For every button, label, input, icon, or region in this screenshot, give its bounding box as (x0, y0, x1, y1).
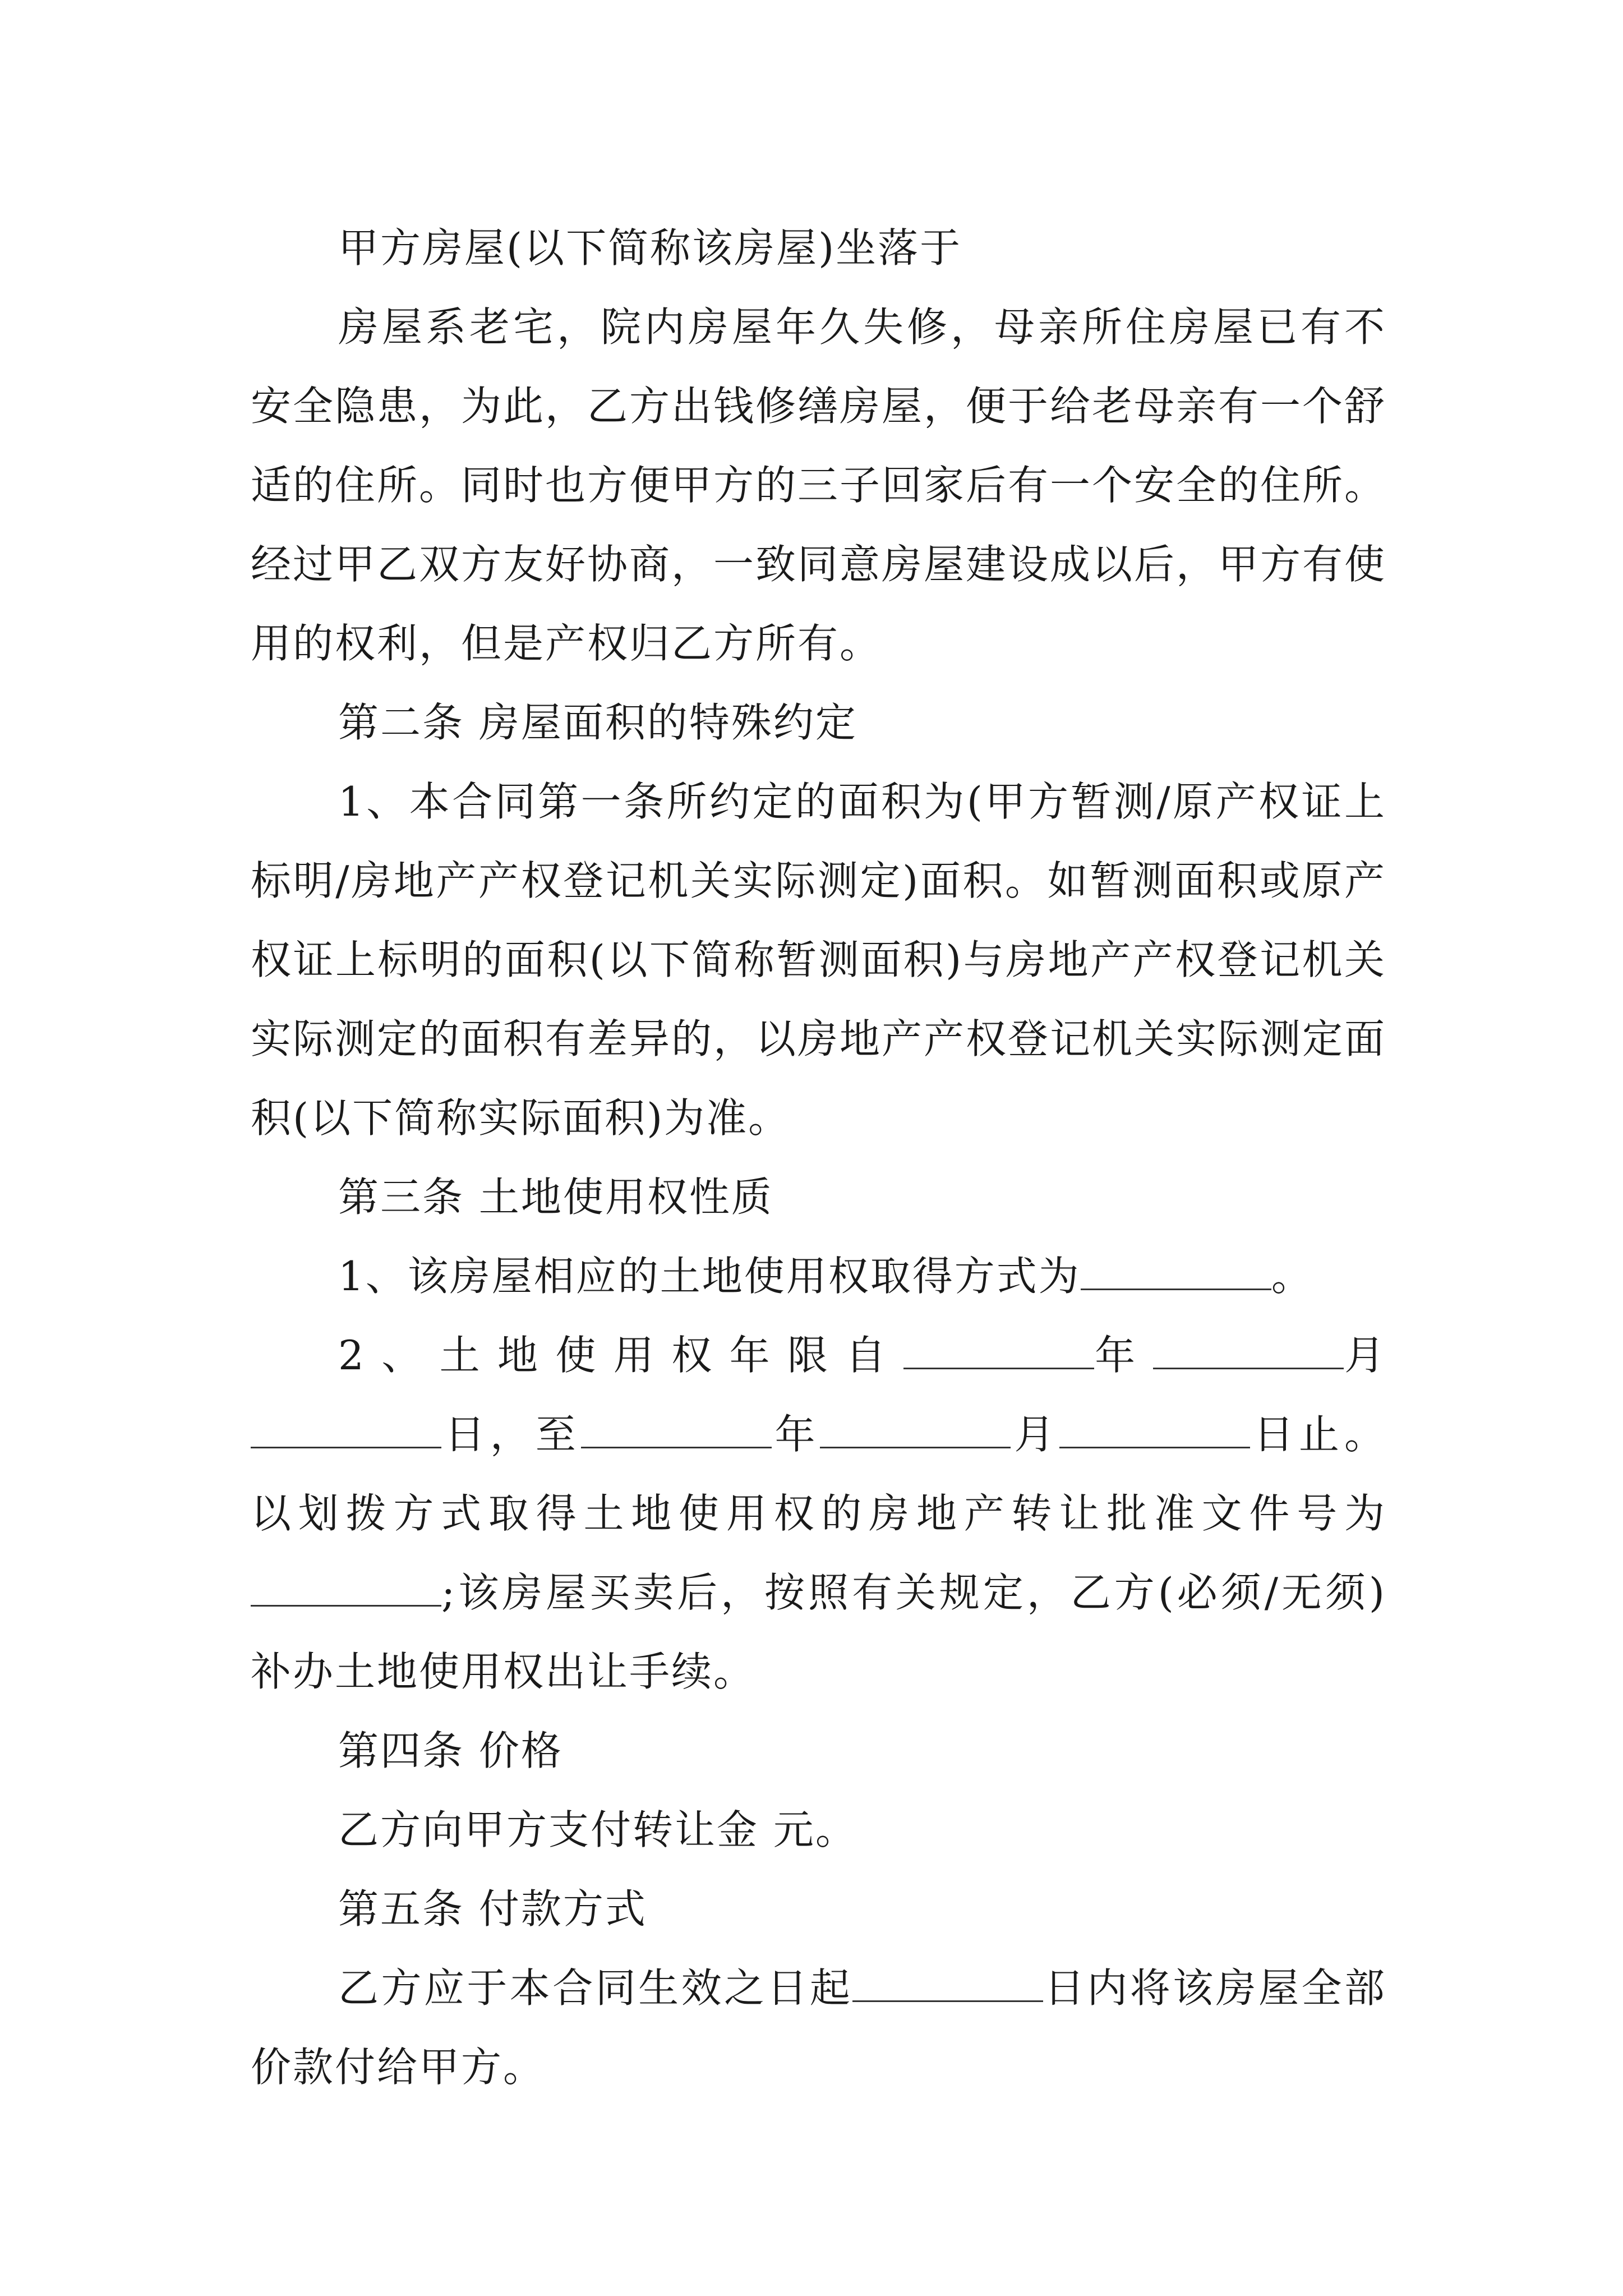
article-3-heading (251, 1158, 1386, 1237)
paragraph-background (251, 288, 1386, 683)
day-to-label: 日，至 (441, 1411, 581, 1458)
paragraph-payment (251, 1949, 1386, 2107)
paragraph-background-text: 房屋系老宅，院内房屋年久失修，母亲所住房屋已有不安全隐患，为此，乙方出钱修缮房屋，便于给老母亲有一个舒适的住所。同时也方便甲方的三子回家后有一个安全的住所。经过甲乙双方友好协商，一致同意房屋建设成以后，甲方有使用的权利，但是产权归乙方所有。 (251, 303, 1387, 667)
payment-days-blank[interactable] (852, 1966, 1043, 2002)
end-month-blank[interactable] (820, 1412, 1011, 1448)
article-2-heading (251, 683, 1386, 762)
paragraph-land-acquisition (251, 1237, 1386, 1316)
land-acquisition-end: 。 (1271, 1253, 1313, 1300)
start-year-blank[interactable] (903, 1333, 1094, 1369)
payment-end-text: 日内将该房屋全部价款付给甲方。 (251, 1964, 1386, 2091)
land-term-approval-text: 日止。以划拨方式取得土地使用权的房地产转让批准文件号为 (251, 1411, 1386, 1537)
land-acquisition-text: 1、该房屋相应的土地使用权取得方式为 (338, 1253, 1081, 1300)
paragraph-location (251, 209, 1386, 288)
year-label: 年 (1094, 1332, 1153, 1379)
land-term-start-text: 2、土地使用权年限自 (338, 1332, 903, 1379)
paragraph-location-text: 甲方房屋(以下简称该房屋)坐落于 (338, 224, 962, 272)
article-4-heading (251, 1711, 1386, 1791)
end-day-blank[interactable] (1059, 1412, 1250, 1448)
paragraph-price-text: 乙方向甲方支付转让金 元。 (338, 1806, 857, 1853)
article-2-heading-text: 第二条 房屋面积的特殊约定 (338, 699, 857, 746)
article-3-heading-text: 第三条 土地使用权性质 (338, 1174, 773, 1221)
end-month-label: 月 (1011, 1411, 1060, 1458)
paragraph-area-clause (251, 762, 1386, 1158)
article-5-heading (251, 1870, 1386, 1949)
document-body (251, 209, 1386, 2107)
article-4-heading-text: 第四条 价格 (338, 1727, 563, 1774)
approval-number-blank[interactable] (251, 1570, 441, 1607)
paragraph-area-clause-text: 1、本合同第一条所约定的面积为(甲方暂测/原产权证上标明/房地产产权登记机关实际测定)面积。如暂测面积或原产权证上标明的面积(以下简称暂测面积)与房地产产权登记机关实际测定的面积有差异的，以房地产产权登记机关实际测定面积(以下简称实际面积)为准。 (251, 778, 1387, 1142)
month-label: 月 (1343, 1332, 1386, 1379)
payment-start-text: 乙方应于本合同生效之日起 (338, 1964, 853, 2012)
end-year-blank[interactable] (581, 1412, 772, 1448)
end-year-label: 年 (771, 1411, 820, 1458)
start-month-blank[interactable] (1153, 1333, 1344, 1369)
paragraph-land-term (251, 1316, 1386, 1711)
start-day-blank[interactable] (251, 1412, 441, 1448)
paragraph-price (251, 1791, 1386, 1870)
acquisition-method-blank[interactable] (1081, 1254, 1271, 1290)
land-term-procedure-text: ;该房屋买卖后，按照有关规定，乙方(必须/无须)补办土地使用权出让手续。 (251, 1569, 1386, 1695)
article-5-heading-text: 第五条 付款方式 (338, 1885, 647, 1932)
